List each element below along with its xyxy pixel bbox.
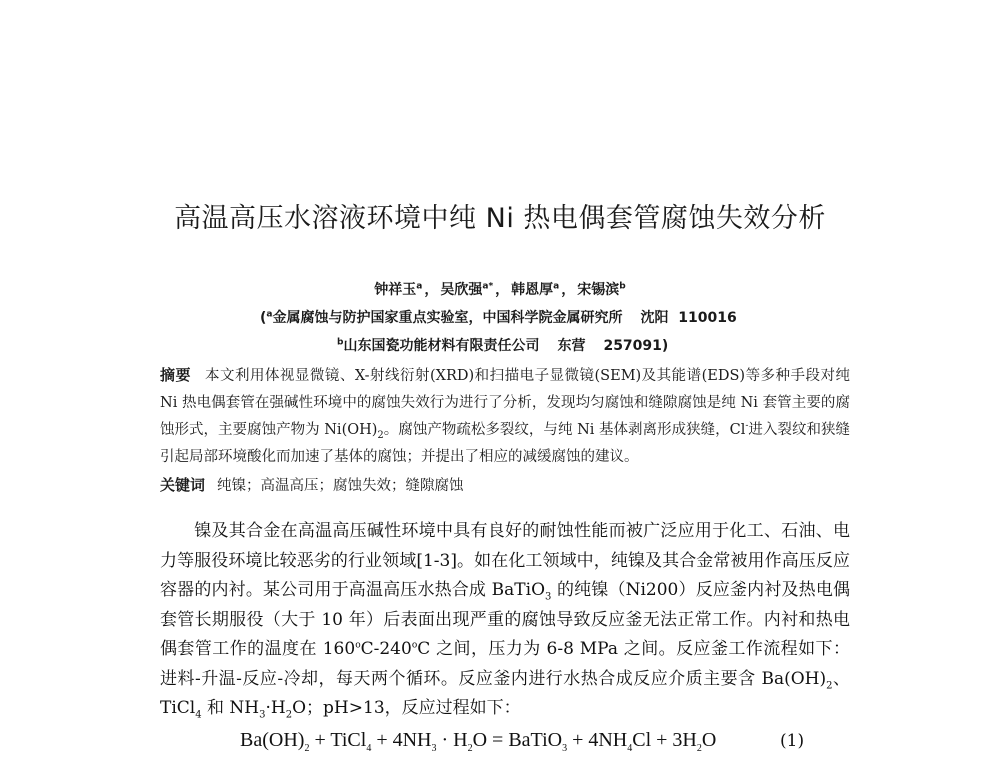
author-separator: ， [561,282,576,298]
affiliation-city: 东营 [557,338,586,354]
body-superscript: o [411,640,418,651]
keywords-text: 纯镍；高温高压；腐蚀失效；缝隙腐蚀 [217,478,464,494]
equation-part: + 4NH [567,729,628,751]
body-text: 、TiCl [160,668,850,718]
author-affil-mark: a [416,281,423,292]
author-name: 韩恩厚 [511,282,554,298]
equation-subscript: 4 [627,743,633,754]
equation-subscript: 3 [562,743,568,754]
affiliation-name: 金属腐蚀与防护国家重点实验室，中国科学院金属研究所 [272,310,623,326]
author-separator: ， [424,282,439,298]
abstract [160,362,850,471]
equation-subscript: 2 [304,743,310,754]
body-superscript: o [355,640,361,651]
affiliation-zip: 257091) [603,338,669,354]
author-affil-mark: a* [482,281,494,292]
affiliation-a [260,307,737,327]
equation-subscript: 3 [431,743,437,754]
abstract-superscript: - [745,421,749,432]
author-separator: ， [495,282,510,298]
body-text: C-240 [360,639,412,659]
body-text: O；pH>13，反应过程如下： [292,698,521,718]
affiliation-mark: a [266,309,273,320]
author-name: 吴欣强 [440,282,483,298]
affiliation-zip: 110016 [678,310,737,326]
author-affil-mark: a [553,281,560,292]
keywords-label: 关键词 [160,476,206,494]
affiliation-open-paren: ( [260,310,267,326]
body-subscript: 3 [545,591,552,603]
equation-subscript: 2 [696,743,702,754]
body-text: C 之间，压力为 6-8 MPa 之间。反应釜工作流程如下：进料-升温-反应-冷却，每天两个循环。反应釜内进行水热合成反应介质主要含 Ba(OH) [160,639,850,689]
equation-part: · H [436,729,468,751]
affiliation-city: 沈阳 [640,310,669,326]
equation-part: + TiCl [309,729,367,751]
abstract-text: 进入裂纹和狭缝引起局部环境酸化而加速了基体的腐蚀；并提出了相应的减缓腐蚀的建议。 [160,422,851,465]
paper-title: 高温高压水溶液环境中纯 Ni 热电偶套管腐蚀失效分析 [174,203,826,234]
body-subscript: 3 [259,709,266,721]
body-paragraph [160,517,850,724]
abstract-label: 摘要 [160,366,191,384]
body-text: 的纯镍（Ni200）反应釜内衬及热电偶套管长期服役（大于 10 年）后表面出现严重的腐蚀导致反应釜无法正常工作。内衬和热电偶套管工作的温度在 160 [160,580,850,659]
equation-part: O = BaTiO [472,729,563,751]
abstract-subscript: 2 [377,429,384,441]
body-subscript: 4 [195,709,202,721]
keywords [160,472,850,500]
author-name: 宋锡滨 [577,282,620,298]
abstract-text: 本文利用体视显微镜、X-射线衍射(XRD)和扫描电子显微镜(SEM)及其能谱(EDS)等多种手段对纯 Ni 热电偶套管在强碱性环境中的腐蚀失效行为进行了分析，发现均匀腐蚀和缝隙腐蚀是纯 Ni 套管主要的腐蚀形式，主要腐蚀产物为 Ni(OH) [160,368,850,438]
body-subscript: 2 [826,679,833,691]
author-name: 钟祥玉 [374,282,417,298]
equation-part: Ba(OH) [240,729,305,751]
affiliation-mark: b [337,337,344,348]
equation-number: (1) [780,731,805,751]
affiliation-name: 山东国瓷功能材料有限责任公司 [343,338,540,354]
chemical-equation [240,729,716,752]
equation-subscript: 4 [366,743,372,754]
body-subscript: 2 [285,709,293,721]
equation-part: O [701,729,717,751]
equation-part: + 4NH [371,729,432,751]
abstract-text: 。腐蚀产物疏松多裂纹，与纯 Ni 基体剥离形成狭缝，Cl [383,422,746,438]
equation-part: Cl + 3H [632,729,697,751]
body-text: ·H [265,698,286,718]
body-text: 镍及其合金在高温高压碱性环境中具有良好的耐蚀性能而被广泛应用于化工、石油、电力等服役环境比较恶劣的行业领域[1-3]。如在化工领域中，纯镍及其合金常被用作高压反应容器的内衬。某公司用于高温高压水热合成 BaTiO [160,521,850,600]
author-list [0,279,1000,299]
body-text: 和 NH [201,698,260,718]
author-affil-mark: b [619,281,626,292]
affiliation-b [337,335,668,355]
equation-subscript: 2 [467,743,473,754]
